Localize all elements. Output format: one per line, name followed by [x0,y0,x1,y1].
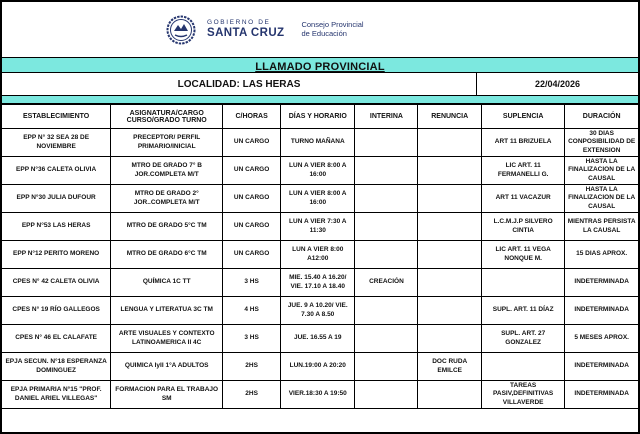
column-header-asignatura: ASIGNATURA/CARGO CURSO/GRADO TURNO [111,105,223,129]
consejo-line1: Consejo Provincial [301,19,364,29]
localidad-row [2,73,638,96]
table-cell: LENGUA Y LITERATUA 3C TM [111,297,223,325]
table-cell: 2HS [223,381,281,409]
column-header-suplencia: SUPLENCIA [482,105,565,129]
table-cell: EPJA SECUN. N°18 ESPERANZA DOMINGUEZ [2,353,111,381]
table-cell [355,185,418,213]
table-row [2,185,638,213]
table-cell: LUN A VIER 7:30 A 11:30 [281,213,355,241]
table-cell: UN CARGO [223,129,281,157]
column-header-dias-horario: DÍAS Y HORARIO [281,105,355,129]
column-header-choras: C/HORAS [223,105,281,129]
separator-band [2,96,638,104]
table-cell: PRECEPTOR/ PERFIL PRIMARIO/INICIAL [111,129,223,157]
title-band [2,57,638,73]
table-row [2,269,638,297]
table-cell [418,269,482,297]
table-cell: MIENTRAS PERSISTA LA CAUSAL [565,213,638,241]
table-cell: JUE. 16.55 A 19 [281,325,355,353]
table-cell: TAREAS PASIV,DEFINITIVAS VILLAVERDE [482,381,565,409]
table-cell: CPES N° 46 EL CALAFATE [2,325,111,353]
table-row [2,381,638,409]
column-header-renuncia: RENUNCIA [418,105,482,129]
table-cell [355,381,418,409]
table-cell: LUN A VIER 8:00 A12:00 [281,241,355,269]
table-cell: EPJA PRIMARIA N°15 "PROF. DANIEL ARIEL VILLEGAS" [2,381,111,409]
table-cell: TURNO MAÑANA [281,129,355,157]
consejo-wordmark [301,21,363,38]
gobierno-wordmark [207,20,284,39]
table-cell: 3 HS [223,269,281,297]
table-cell: FORMACION PARA EL TRABAJO SM [111,381,223,409]
table-cell [482,353,565,381]
document-title: LLAMADO PROVINCIAL [255,61,385,73]
table-header-row [2,105,638,129]
table-cell: MTRO DE GRADO 6°C TM [111,241,223,269]
table-row [2,213,638,241]
santa-cruz-label: SANTA CRUZ [207,26,285,39]
table-cell: LUN A VIER 8:00 A 16:00 [281,185,355,213]
table-cell: MIE. 15.40 A 16.20/ VIE. 17.10 A 18.40 [281,269,355,297]
table-cell: LUN.19:00 A 20:20 [281,353,355,381]
table-cell [418,241,482,269]
table-cell [482,269,565,297]
table-cell: CPES N° 42 CALETA OLIVIA [2,269,111,297]
table-cell [418,381,482,409]
santa-cruz-seal-icon [164,11,198,49]
table-cell [355,213,418,241]
table-cell: INDETERMINADA [565,269,638,297]
table-cell: INDETERMINADA [565,381,638,409]
letterhead [2,2,638,57]
table-cell: LIC ART. 11 VEGA NONQUE M. [482,241,565,269]
table-cell [418,325,482,353]
table-cell: LUN A VIER 8:00 A 16:00 [281,157,355,185]
table-cell: EPP N°36 CALETA OLIVIA [2,157,111,185]
table-cell [355,297,418,325]
table-cell: SUPL. ART. 11 DÍAZ [482,297,565,325]
gobierno-de-label: GOBIERNO DE [207,19,271,27]
table-cell: JUE. 9 A 10.20/ VIE. 7.30 A 8.50 [281,297,355,325]
table-row [2,325,638,353]
table-cell: 4 HS [223,297,281,325]
table-cell [355,353,418,381]
table-cell: LIC ART. 11 FERMANELLI G. [482,157,565,185]
table-cell: INDETERMINADA [565,353,638,381]
table-cell: HASTA LA FINALIZACION DE LA CAUSAL [565,157,638,185]
table-cell [418,157,482,185]
table-cell: VIER.18:30 A 19:50 [281,381,355,409]
table-cell: 2HS [223,353,281,381]
column-header-duracion: DURACIÓN [565,105,638,129]
table-cell [418,213,482,241]
table-cell: 3 HS [223,325,281,353]
table-cell [418,129,482,157]
table-cell: ART 11 BRIZUELA [482,129,565,157]
table-cell: UN CARGO [223,185,281,213]
column-header-establecimiento: ESTABLECIMIENTO [2,105,111,129]
table-row [2,241,638,269]
table-cell: INDETERMINADA [565,297,638,325]
table-row [2,129,638,157]
table-cell: DOC RUDA EMILCE [418,353,482,381]
table-row [2,353,638,381]
table-cell: UN CARGO [223,241,281,269]
table-cell: EPP N°30 JULIA DUFOUR [2,185,111,213]
table-cell: EPP N° 32 SEA 28 DE NOVIEMBRE [2,129,111,157]
column-header-interina: INTERINA [355,105,418,129]
table-cell: QUÍMICA 1C TT [111,269,223,297]
table-cell: HASTA LA FINALIZACION DE LA CAUSAL [565,185,638,213]
table-cell [418,297,482,325]
table-cell: UN CARGO [223,157,281,185]
table-cell: L.C.M.J.P SILVERO CINTIA [482,213,565,241]
table-cell [355,129,418,157]
table-cell: CREACIÓN [355,269,418,297]
table-cell: ART 11 VACAZUR [482,185,565,213]
table-cell: EPP N°12 PERITO MORENO [2,241,111,269]
table-cell: UN CARGO [223,213,281,241]
table-cell: CPES N° 19 RÍO GALLEGOS [2,297,111,325]
table-cell [355,157,418,185]
table-cell: SUPL. ART. 27 GONZALEZ [482,325,565,353]
table-cell: 15 DIAS APROX. [565,241,638,269]
llamado-table [2,104,638,409]
table-cell: QUIMICA IyII 1°A ADULTOS [111,353,223,381]
table-cell: ARTE VISUALES Y CONTEXTO LATINOAMERICA II 4C [111,325,223,353]
table-row [2,297,638,325]
table-row [2,157,638,185]
table-cell: EPP N°53 LAS HERAS [2,213,111,241]
table-cell: 5 MESES APROX. [565,325,638,353]
table-cell [418,185,482,213]
table-cell: 30 DIAS CONPOSIBILIDAD DE EXTENSION [565,129,638,157]
table-cell: MTRO DE GRADO 5°C TM [111,213,223,241]
table-cell [355,241,418,269]
date-value: 22/04/2026 [535,79,581,89]
table-cell: MTRO DE GRADO 7° B JOR.COMPLETA M/T [111,157,223,185]
consejo-line2: de Educación [301,28,347,38]
table-cell [355,325,418,353]
localidad-label: LOCALIDAD: LAS HERAS [2,73,477,95]
table-cell: MTRO DE GRADO 2° JOR..COMPLETA M/T [111,185,223,213]
